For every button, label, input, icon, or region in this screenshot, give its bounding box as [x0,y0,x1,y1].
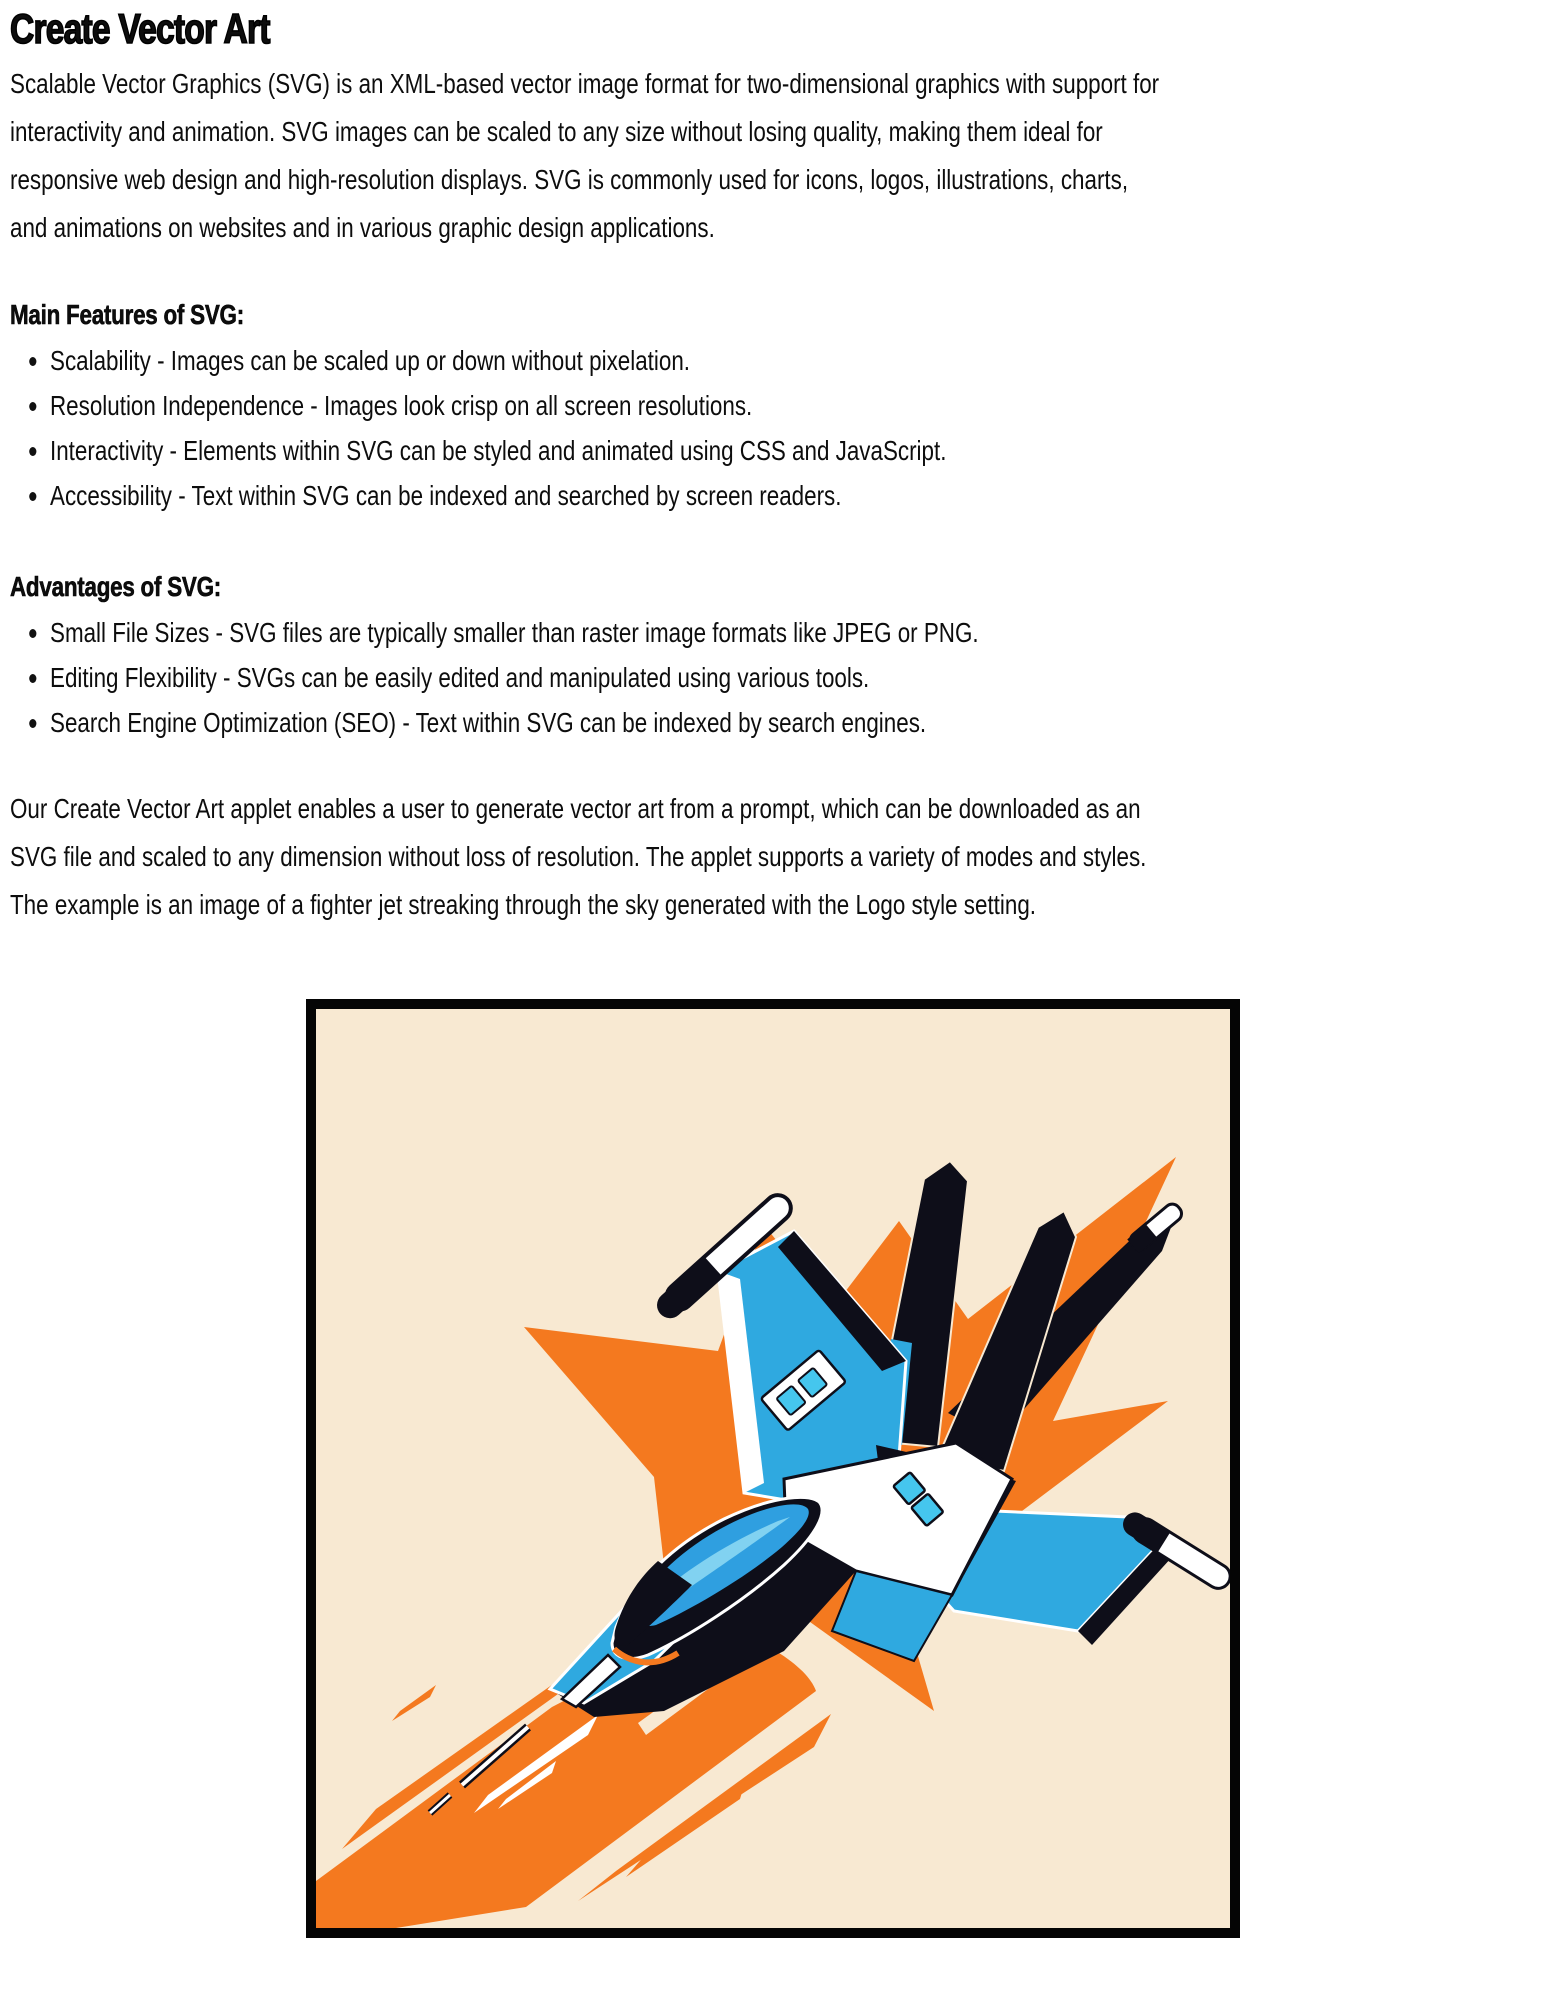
features-bullet-list [10,338,1545,518]
list-item [10,383,1238,428]
bullet-dot-icon [29,674,36,683]
closing-line: SVG file and scaled to any dimension without loss of resolution. The applet supports a variety of modes and styles. [10,841,1147,872]
intro-line: Scalable Vector Graphics (SVG) is an XML-based vector image format for two-dimensional graphics with support for [10,68,1160,99]
bullet-dot-icon [29,719,36,728]
list-item [10,428,1238,473]
advantages-bullet-list [10,610,1545,745]
section-heading-advantages: Advantages of SVG: [10,571,222,602]
closing-line: The example is an image of a fighter jet streaking through the sky generated with the Logo style setting. [10,889,1037,920]
list-item [10,655,1238,700]
closing-line: Our Create Vector Art applet enables a user to generate vector art from a prompt, which can be downloaded as an [10,793,1141,824]
bullet-dot-icon [29,447,36,456]
bullet-dot-icon [29,492,36,501]
intro-line: and animations on websites and in various graphic design applications. [10,212,715,243]
bullet-text: Resolution Independence - Images look crisp on all screen resolutions. [50,390,753,421]
bullet-text: Search Engine Optimization (SEO) - Text within SVG can be indexed by search engines. [50,707,927,738]
vector-art-figure-frame [306,999,1240,1938]
bullet-dot-icon [29,629,36,638]
intro-line: responsive web design and high-resolution displays. SVG is commonly used for icons, logos, illustrations, charts, [10,164,1129,195]
bullet-text: Interactivity - Elements within SVG can be styled and animated using CSS and JavaScript. [50,435,947,466]
bullet-text: Accessibility - Text within SVG can be indexed and searched by screen readers. [50,480,842,511]
page-title: Create Vector Art [10,5,270,52]
list-item [10,700,1238,745]
bullet-text: Small File Sizes - SVG files are typically smaller than raster image formats like JPEG or PNG. [50,617,979,648]
bullet-dot-icon [29,357,36,366]
section-heading-features: Main Features of SVG: [10,299,244,330]
list-item [10,473,1238,518]
list-item [10,338,1238,383]
bullet-text: Editing Flexibility - SVGs can be easily edited and manipulated using various tools. [50,662,870,693]
intro-paragraph [10,60,1545,252]
vector-art-illustration [316,1009,1230,1928]
list-item [10,610,1238,655]
intro-line: interactivity and animation. SVG images can be scaled to any size without losing quality, making them ideal for [10,116,1103,147]
closing-paragraph [10,785,1545,929]
bullet-text: Scalability - Images can be scaled up or down without pixelation. [50,345,690,376]
bullet-dot-icon [29,402,36,411]
